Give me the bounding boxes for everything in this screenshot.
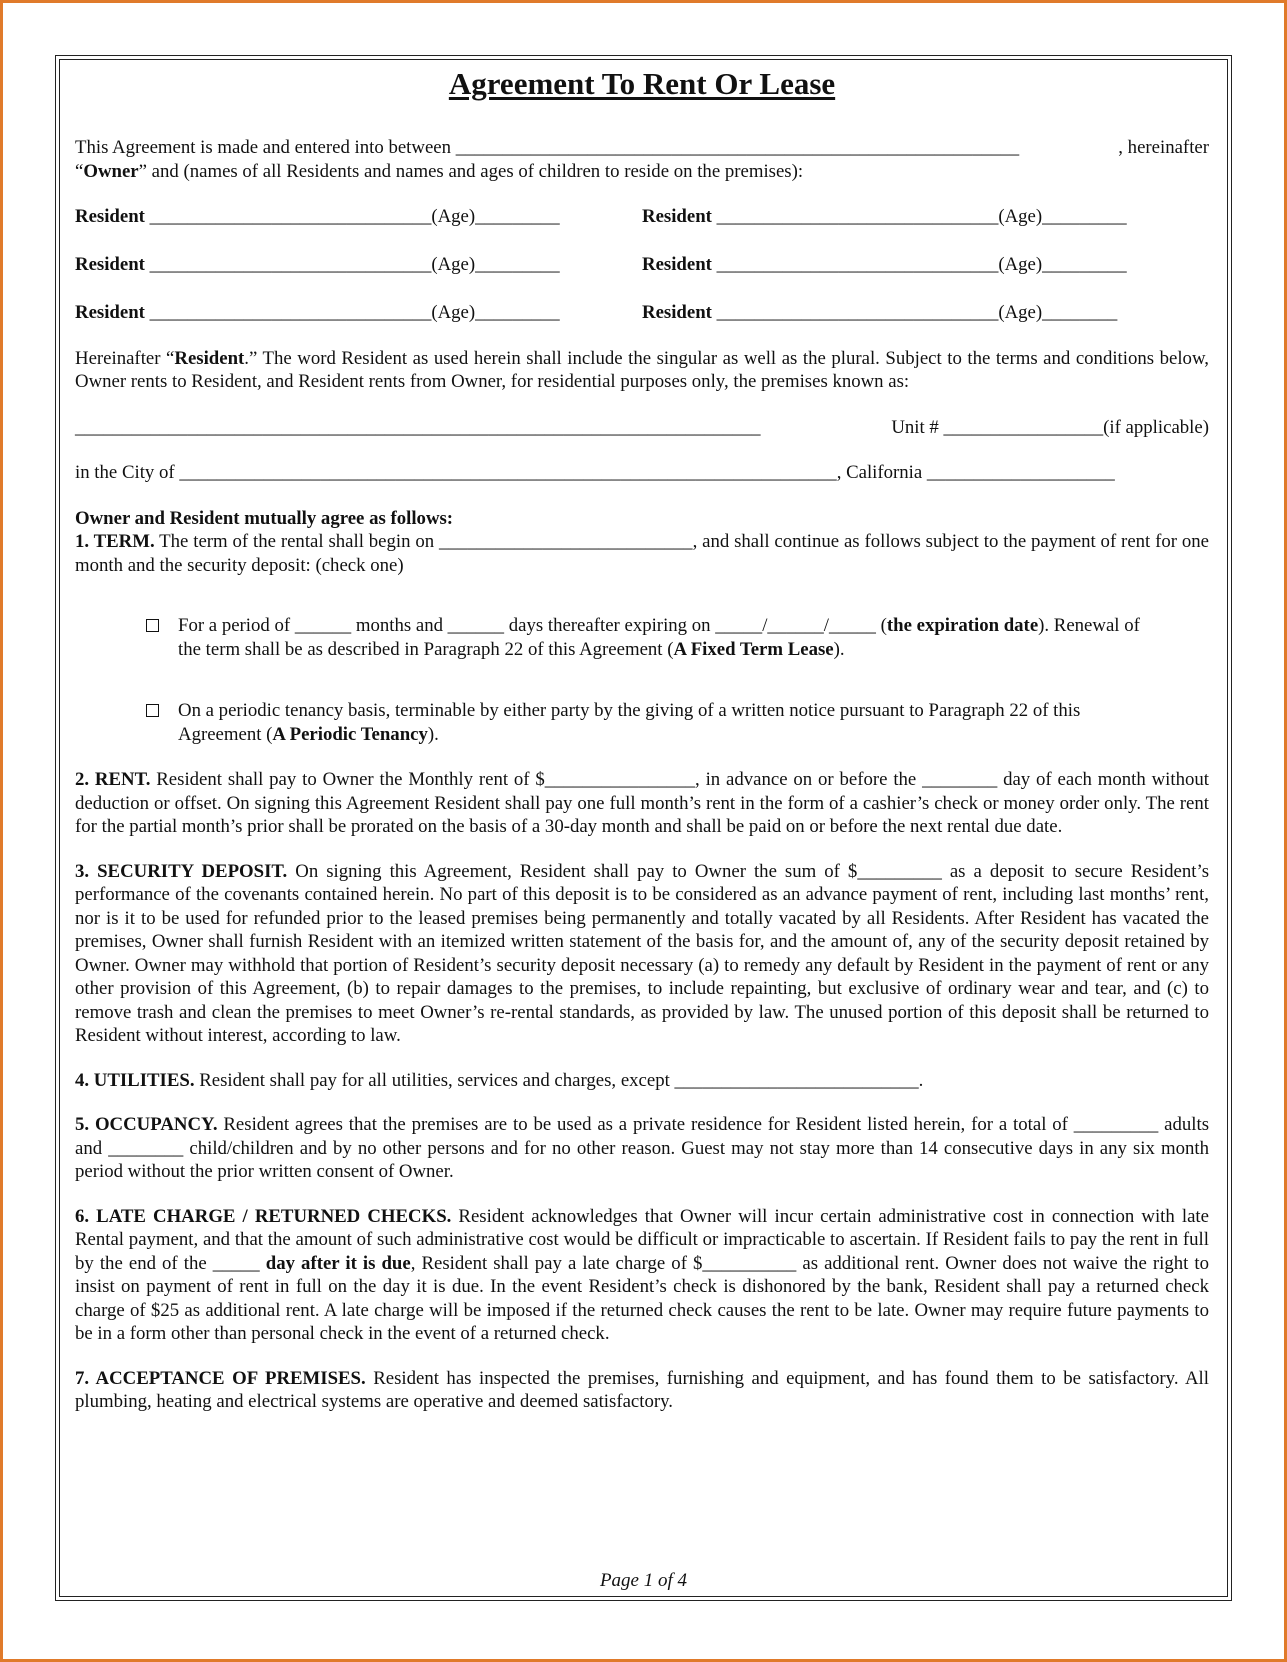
acceptance-text: Resident has inspected the premises, furnishing and equipment, and has found them to be satisfactory. All plumbing, heating and electrical systems are operative and deemed satisfactory.: [75, 1367, 1209, 1412]
rent-heading: 2. RENT.: [75, 769, 151, 790]
acceptance-heading: 7. ACCEPTANCE OF PREMISES.: [75, 1367, 366, 1389]
hereinafter-pre: Hereinafter “: [75, 347, 175, 369]
fixed-term-mid: ). Renewal of the term shall be as described in Paragraph 22 of this Agreement (: [178, 615, 1140, 660]
resident-row: [75, 205, 1209, 229]
option-fixed-term: [75, 614, 1209, 661]
utilities-heading: 4. UTILITIES.: [75, 1069, 195, 1091]
resident-term: Resident: [174, 347, 245, 369]
day-after-due-term: day after it is due: [265, 1252, 411, 1274]
occupancy-paragraph: [75, 1113, 1209, 1184]
utilities-paragraph: [75, 1069, 1209, 1093]
acceptance-paragraph: [75, 1367, 1209, 1414]
fixed-term-post: ).: [833, 638, 845, 660]
late-charge-heading: 6. LATE CHARGE / RETURNED CHECKS.: [75, 1205, 452, 1227]
occupancy-heading: 5. OCCUPANCY.: [75, 1114, 218, 1135]
california-field[interactable]: , California ____________________: [836, 462, 1115, 483]
intro-line-1: [75, 136, 1209, 160]
resident-label: Resident: [642, 206, 712, 227]
occupancy-text: Resident agrees that the premises are to be used as a private residence for Resident listed herein, for a total of _________ adults and ________ child/children and by no other persons and for no other reason. Guest may not stay more than 14 consecutive days in any six month period without the prior written consent of Owner.: [75, 1114, 1209, 1182]
resident-field[interactable]: [642, 253, 1209, 277]
term-paragraph: [75, 530, 1209, 577]
hereinafter-text: .” The word Resident as used herein shall include the singular as well as the plural. Subject to the terms and conditions below, Owner rents to Resident, and Resident rents from Owner, for residential purposes only, the premises known as:: [75, 347, 1209, 392]
term-heading: 1. TERM.: [75, 531, 155, 552]
resident-field[interactable]: [642, 301, 1209, 325]
resident-blank: ______________________________(Age)_________: [711, 206, 1127, 227]
intro-text: This Agreement is made and entered into between ____________________________________________________________: [75, 137, 1020, 158]
late-charge-text-1: Resident acknowledges that Owner will incur certain administrative cost in connection with late Rental payment, and that the amount of such administrative cost would be difficult or impracticable to ascertain. If Resident fails to pay the rent in full by the end of the _____: [75, 1205, 1209, 1274]
resident-field[interactable]: [75, 253, 642, 277]
resident-label: Resident: [642, 254, 712, 275]
document-title: Agreement To Rent Or Lease: [448, 66, 836, 101]
deposit-heading: 3. SECURITY DEPOSIT.: [75, 860, 288, 882]
intro-line-2: [75, 160, 1209, 184]
unit-number-field[interactable]: Unit # _________________(if applicable): [891, 416, 1209, 438]
expiration-date-term: the expiration date: [886, 615, 1039, 636]
term-text: The term of the rental shall begin on ___________________________, and shall continue as follows subject to the payment of rent for one month and the security deposit: (check one): [75, 531, 1210, 576]
resident-field[interactable]: [75, 205, 642, 229]
late-charge-paragraph: [75, 1205, 1209, 1346]
fixed-term-text: [178, 614, 1159, 661]
fixed-term-pre: For a period of ______ months and ______ days thereafter expiring on _____/______/_____ (: [178, 615, 887, 636]
page-number: Page 1 of 4: [599, 1570, 688, 1591]
resident-field[interactable]: [642, 205, 1209, 229]
fixed-term-lease-term: A Fixed Term Lease: [673, 638, 834, 660]
rent-text: Resident shall pay to Owner the Monthly rent of $________________, in advance on or before the ________ day of each month without deduction or offset. On signing this Agreement Resident shall pay one full month’s rent in the form of a cashier’s check or money order only. The rent for the partial month’s prior shall be prorated on the basis of a 30-day month and shall be paid on or before the next rental due date.: [75, 769, 1210, 837]
periodic-pre: On a periodic tenancy basis, terminable by either party by the giving of a written notice pursuant to Paragraph 22 of this Agreement (: [178, 700, 1081, 745]
resident-label: Resident: [75, 206, 145, 227]
premises-line: [75, 416, 1209, 440]
residents-grid: [75, 205, 1209, 325]
periodic-text: [178, 699, 1159, 746]
fixed-term-checkbox[interactable]: [146, 619, 159, 632]
deposit-paragraph: [75, 860, 1209, 1048]
document-body: [75, 66, 1209, 1414]
hereinafter-paragraph: [75, 347, 1209, 394]
resident-blank: ______________________________(Age)_________: [144, 302, 560, 323]
intro-residents-note: ” and (names of all Residents and names and ages of children to reside on the premises):: [138, 160, 804, 182]
resident-label: Resident: [642, 302, 712, 323]
utilities-text: Resident shall pay for all utilities, services and charges, except __________________________.: [194, 1069, 924, 1091]
owner-term: Owner: [83, 160, 139, 182]
city-line: [75, 461, 1209, 485]
option-periodic: [75, 699, 1209, 746]
resident-blank: ______________________________(Age)_________: [711, 254, 1127, 275]
owner-quote-open: “: [75, 160, 84, 182]
resident-blank: ______________________________(Age)_________: [144, 254, 560, 275]
late-charge-text-2: , Resident shall pay a late charge of $__________ as additional rent. Owner does not waive the right to insist on payment of rent in full on the day it is due. In the event Resident’s check is dishonored by the bank, Resident shall pay a returned check charge of $25 as additional rent. A late charge will be imposed if the returned check causes the rent to be late. Owner may require future payments to be in a form other than personal check in the event of a returned check.: [75, 1252, 1209, 1344]
resident-blank: ______________________________(Age)________: [711, 302, 1118, 323]
intro-hereinafter: , hereinafter: [1118, 137, 1209, 158]
periodic-tenancy-term: A Periodic Tenancy: [272, 723, 428, 745]
resident-field[interactable]: [75, 301, 642, 325]
rent-paragraph: [75, 768, 1209, 839]
resident-row: [75, 253, 1209, 277]
periodic-checkbox[interactable]: [146, 704, 159, 717]
premises-address-blank[interactable]: _________________________________________________________________________: [75, 416, 761, 438]
periodic-post: ).: [427, 723, 439, 745]
resident-label: Resident: [75, 254, 145, 275]
resident-blank: ______________________________(Age)_________: [144, 206, 560, 227]
deposit-text: On signing this Agreement, Resident shall pay to Owner the sum of $_________ as a deposit to secure Resident’s performance of the covenants contained herein. No part of this deposit is to be considered as an advance payment of rent, including last months’ rent, nor is it to be used for refunded prior to the leased premises being permanently and totally vacated by all Residents. After Resident has vacated the premises, Owner shall furnish Resident with an itemized written statement of the basis for, and the amount of, any of the security deposit retained by Owner. Owner may withhold that portion of Resident’s security deposit necessary (a) to remedy any default by Resident in the payment of rent or any other provision of this Agreement, (b) to repair damages to the premises, to include repainting, but exclusive of ordinary wear and tear, and (c) to remove trash and clean the premises to meet Owner’s re-rental standards, as provided by law. The unused portion of this deposit shall be returned to Resident without interest, according to law.: [75, 860, 1210, 1046]
city-field[interactable]: in the City of ______________________________________________________________________: [75, 462, 837, 483]
agree-heading: Owner and Resident mutually agree as follows:: [75, 507, 454, 529]
resident-row: [75, 301, 1209, 325]
resident-label: Resident: [75, 302, 145, 323]
